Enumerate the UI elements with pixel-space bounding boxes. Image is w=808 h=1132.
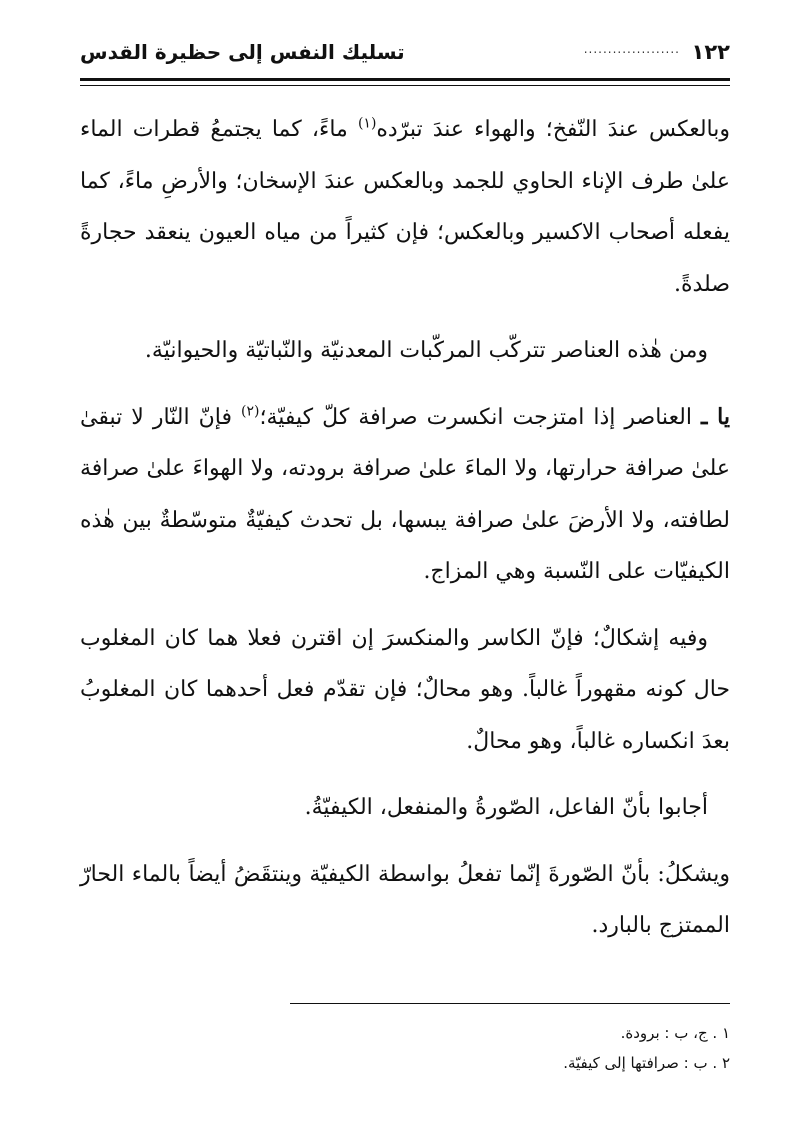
paragraph-2: ومن هٰذه العناصر تتركّب المركّبات المعدنيّة والنّباتيّة والحيوانيّة. xyxy=(144,338,708,363)
footnote-ref-2[interactable]: (٢) xyxy=(241,403,260,420)
paragraph-1 xyxy=(80,104,730,310)
footnotes xyxy=(80,1018,730,1078)
header-rule-thick xyxy=(80,78,730,81)
paragraph-4: وفيه إشكالٌ؛ فإنّ الكاسر والمنكسرَ إن اقترن فعلا هما كان المغلوب حال كونه مقهوراً غالباً. وهو محالٌ؛ فإن تقدّم فعل أحدهما كان المغلوبُ بعدَ انكساره غالباً، وهو محالٌ. xyxy=(80,625,730,754)
header-rule-thin xyxy=(80,85,730,86)
footnote-2: ٢ . ب : صرافتها إلى كيفيّة. xyxy=(563,1054,730,1072)
footnote-separator xyxy=(290,1003,730,1004)
paragraph-5: أجابوا بأنّ الفاعل، الصّورةُ والمنفعل، الكيفيّةُ. xyxy=(304,795,708,820)
page-header xyxy=(80,38,730,78)
footnote-1: ١ . ج، ب : برودة. xyxy=(620,1024,730,1042)
body-text xyxy=(80,104,730,967)
paragraph-3-text-b: فإنّ النّار لا تبقىٰ علىٰ صرافة حرارتها، ولا الماءَ علىٰ صرافة برودته، ولا الهواءَ علىٰ صرافة لطافته، ولا الأرضَ علىٰ صرافة يبسها، بل تحدث كيفيّةٌ متوسّطةٌ بين هٰذه الكيفيّات على النّسبة وهي المزاج. xyxy=(80,404,730,584)
paragraph-1-text-a: وبالعكس عندَ النّفخ؛ والهواء عندَ تبرّده xyxy=(376,117,730,142)
section-marker: يا ـ xyxy=(701,403,730,430)
running-title: تسليك النفس إلى حظيرة القدس xyxy=(80,40,405,64)
paragraph-3 xyxy=(80,392,730,598)
paragraph-3-text-a: العناصر إذا امتزجت انكسرت صرافة كلّ كيفيّة؛ xyxy=(259,404,702,430)
page-number: ١٢٢ xyxy=(691,40,730,64)
header-leader-dots: .................... xyxy=(583,42,680,56)
footnote-ref-1[interactable]: (١) xyxy=(357,115,377,132)
paragraph-1-text-b: ماءً، كما يجتمعُ قطرات الماء علىٰ طرف الإناء الحاوي للجمد وبالعكس عندَ الإسخان؛ والأرضِ ماءً، كما يفعله أصحاب الاكسير وبالعكس؛ فإن كثيراً من مياه العيون ينعقد حجارةً صلدةً. xyxy=(80,117,730,297)
paragraph-6: ويشكلُ: بأنّ الصّورةَ إنّما تفعلُ بواسطة الكيفيّة وينتقَضُ أيضاً بالماء الحارّ الممتزج بالبارد. xyxy=(80,861,730,938)
